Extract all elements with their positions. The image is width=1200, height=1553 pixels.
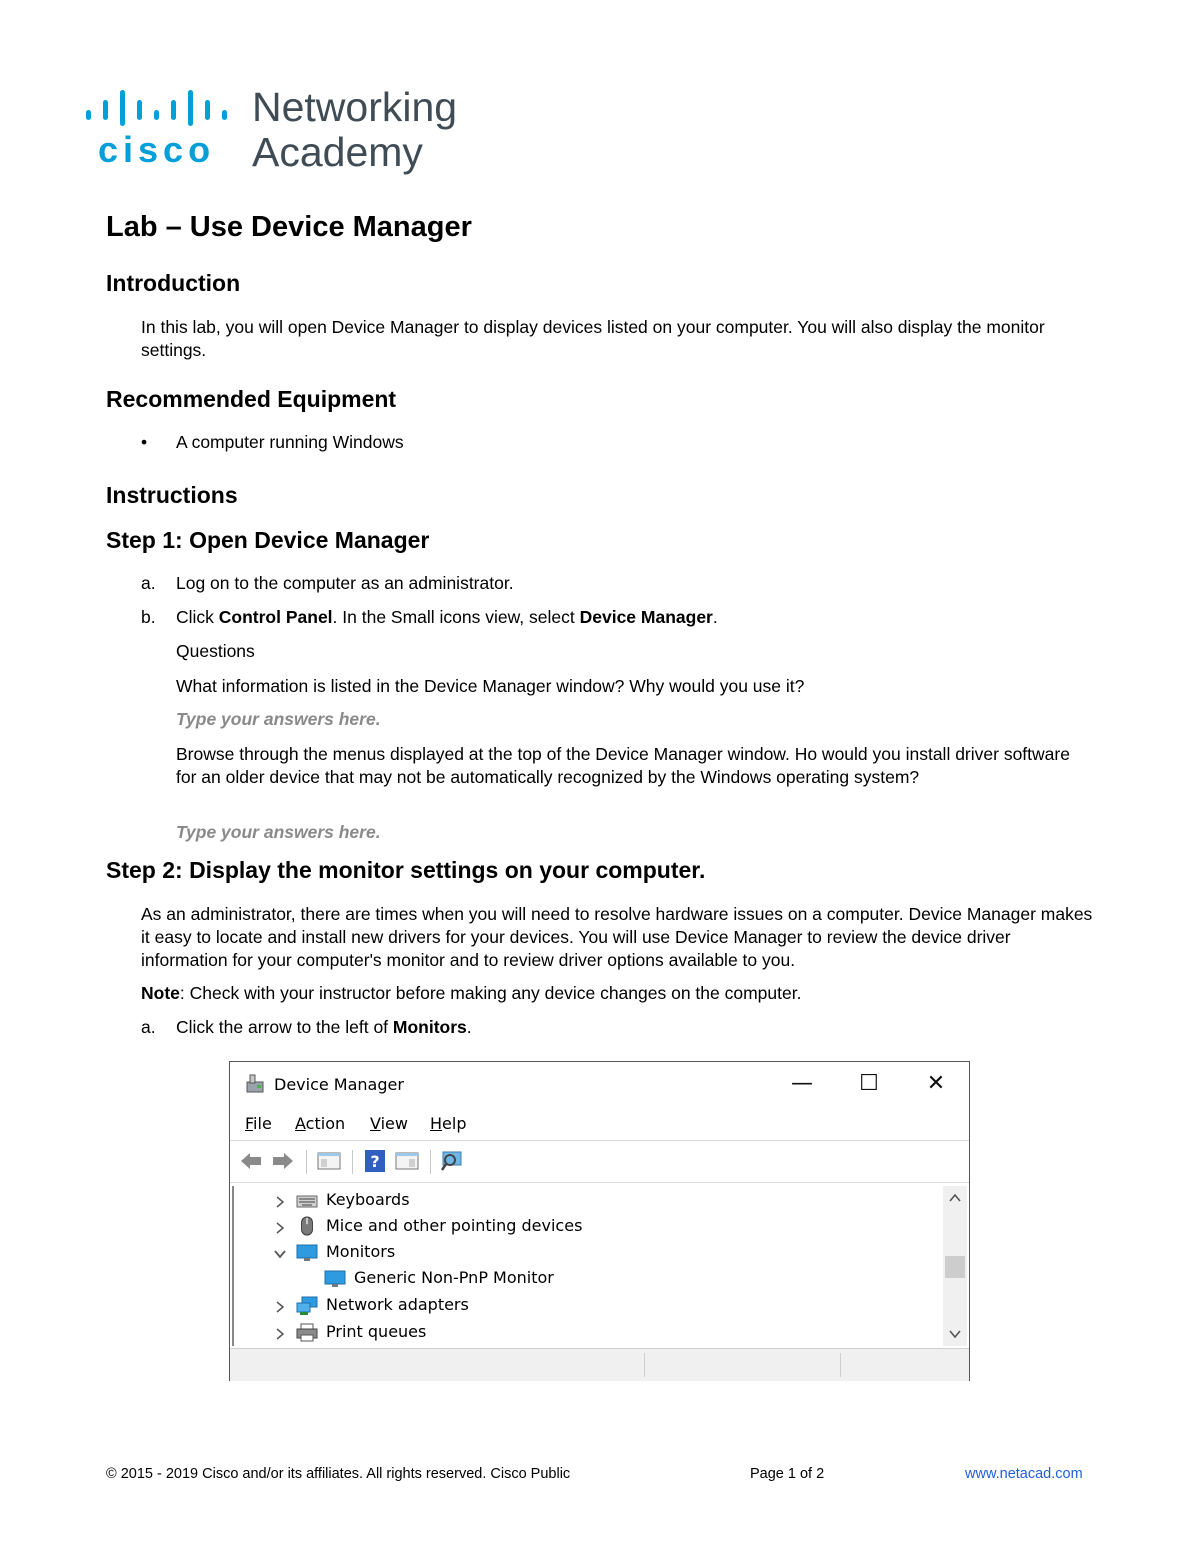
chevron-down-icon[interactable]: [272, 1246, 288, 1262]
tree-item-keyboards[interactable]: [234, 1188, 934, 1214]
tree-item-label: Keyboards: [326, 1190, 410, 1209]
step1-b-marker: b.: [141, 607, 156, 627]
step1-a-marker: a.: [141, 573, 156, 593]
device-manager-app-icon: [244, 1073, 266, 1095]
tree-item-monitors[interactable]: [234, 1240, 934, 1266]
cisco-wordmark: cisco: [98, 129, 216, 170]
footer-link[interactable]: www.netacad.com: [965, 1466, 1083, 1482]
tree-item-label: Monitors: [326, 1242, 396, 1261]
help-icon[interactable]: [362, 1148, 388, 1174]
equipment-item: A computer running Windows: [176, 432, 404, 452]
step2-a-text: Click the arrow to the left of Monitors.: [176, 1017, 472, 1037]
window-title: Device Manager: [274, 1075, 404, 1094]
tree-item-print-queues[interactable]: [234, 1320, 934, 1346]
note-label: Note: [141, 983, 180, 1003]
questions-label: Questions: [176, 641, 255, 661]
status-bar: [230, 1348, 969, 1381]
chevron-right-icon[interactable]: [274, 1194, 286, 1210]
menu-file[interactable]: File: [245, 1114, 272, 1133]
menu-bar: [230, 1108, 969, 1141]
maximize-button[interactable]: ☐: [859, 1071, 879, 1096]
monitors-bold: Monitors: [392, 1017, 467, 1037]
question-1: What information is listed in the Device Manager window? Why would you use it?: [176, 676, 805, 696]
network-adapter-icon: [296, 1296, 318, 1316]
tree-item-network-adapters[interactable]: [234, 1293, 934, 1319]
question-2: Browse through the menus displayed at the top of the Device Manager window. Ho would you install driver software for an older device that may not be automatically recognized by the Windows operating system?: [176, 744, 1070, 787]
footer-page-number: Page 1 of 2: [750, 1466, 825, 1482]
answer-field-2[interactable]: Type your answers here.: [176, 822, 381, 842]
chevron-right-icon[interactable]: [274, 1220, 286, 1236]
monitor-icon: [296, 1243, 318, 1263]
tree-item-label: Mice and other pointing devices: [326, 1216, 583, 1235]
vertical-scrollbar[interactable]: [943, 1186, 967, 1346]
close-button[interactable]: ✕: [926, 1071, 946, 1096]
scroll-down-arrow-icon[interactable]: [948, 1328, 962, 1340]
device-tree: [232, 1186, 944, 1346]
step2-a-marker: a.: [141, 1017, 156, 1037]
step1-heading: Step 1: Open Device Manager: [106, 527, 430, 553]
svg-text:?: ?: [370, 1152, 380, 1171]
introduction-text: In this lab, you will open Device Manager to display devices listed on your computer. You will also display the monitor settings.: [141, 317, 1045, 360]
menu-view[interactable]: View: [370, 1114, 408, 1133]
step1-a-text: Log on to the computer as an administrator.: [176, 573, 514, 593]
show-hide-console-tree-icon[interactable]: [316, 1148, 342, 1174]
minimize-button[interactable]: —: [791, 1071, 813, 1096]
control-panel-bold: Control Panel: [218, 607, 333, 627]
chevron-right-icon[interactable]: [274, 1299, 286, 1315]
show-action-pane-icon[interactable]: [394, 1148, 420, 1174]
device-manager-window: [229, 1061, 970, 1381]
scrollbar-thumb[interactable]: [945, 1256, 965, 1278]
step2-note: Note: Check with your instructor before making any device changes on the computer.: [141, 983, 802, 1003]
menu-action[interactable]: Action: [295, 1114, 346, 1133]
tree-item-label: Generic Non-PnP Monitor: [354, 1268, 554, 1287]
keyboard-icon: [296, 1191, 318, 1211]
menu-help[interactable]: Help: [430, 1114, 467, 1133]
equipment-bullet: •: [141, 432, 148, 452]
cisco-networking-academy-logo: [86, 84, 466, 178]
logo-networking: Networking: [252, 84, 458, 130]
title-bar: [230, 1062, 969, 1106]
logo-academy: Academy: [252, 129, 423, 175]
monitor-icon: [324, 1269, 346, 1289]
answer-field-1[interactable]: Type your answers here.: [176, 709, 381, 729]
toolbar: [230, 1142, 969, 1183]
instructions-heading: Instructions: [106, 482, 238, 508]
device-manager-bold: Device Manager: [579, 607, 713, 627]
equipment-heading: Recommended Equipment: [106, 386, 397, 412]
chevron-right-icon[interactable]: [274, 1326, 286, 1342]
tree-item-mice[interactable]: [234, 1214, 934, 1240]
mouse-icon: [296, 1216, 318, 1236]
introduction-heading: Introduction: [106, 270, 241, 296]
footer-copyright: © 2015 - 2019 Cisco and/or its affiliates. All rights reserved. Cisco Public: [106, 1466, 571, 1482]
printer-icon: [296, 1323, 318, 1343]
page-title: Lab – Use Device Manager: [106, 211, 472, 243]
forward-arrow-icon[interactable]: [270, 1148, 296, 1174]
tree-item-generic-non-pnp-monitor[interactable]: [234, 1266, 934, 1292]
cisco-bridge-logo-icon: [86, 88, 236, 126]
scan-for-hardware-changes-icon[interactable]: [440, 1148, 466, 1174]
step1-b-text: Click Control Panel. In the Small icons view, select Device Manager.: [176, 607, 718, 627]
tree-item-label: Print queues: [326, 1322, 427, 1341]
step2-heading: Step 2: Display the monitor settings on your computer.: [106, 857, 706, 883]
step2-paragraph: As an administrator, there are times when you will need to resolve hardware issues on a computer. Device Manager makes it easy to locate and install new drivers for your devices. You will use Device Manager to review the device driver information for your computer's monitor and to review driver options available to you.: [141, 904, 1093, 970]
tree-item-label: Network adapters: [326, 1295, 469, 1314]
back-arrow-icon[interactable]: [238, 1148, 264, 1174]
scroll-up-arrow-icon[interactable]: [948, 1192, 962, 1204]
